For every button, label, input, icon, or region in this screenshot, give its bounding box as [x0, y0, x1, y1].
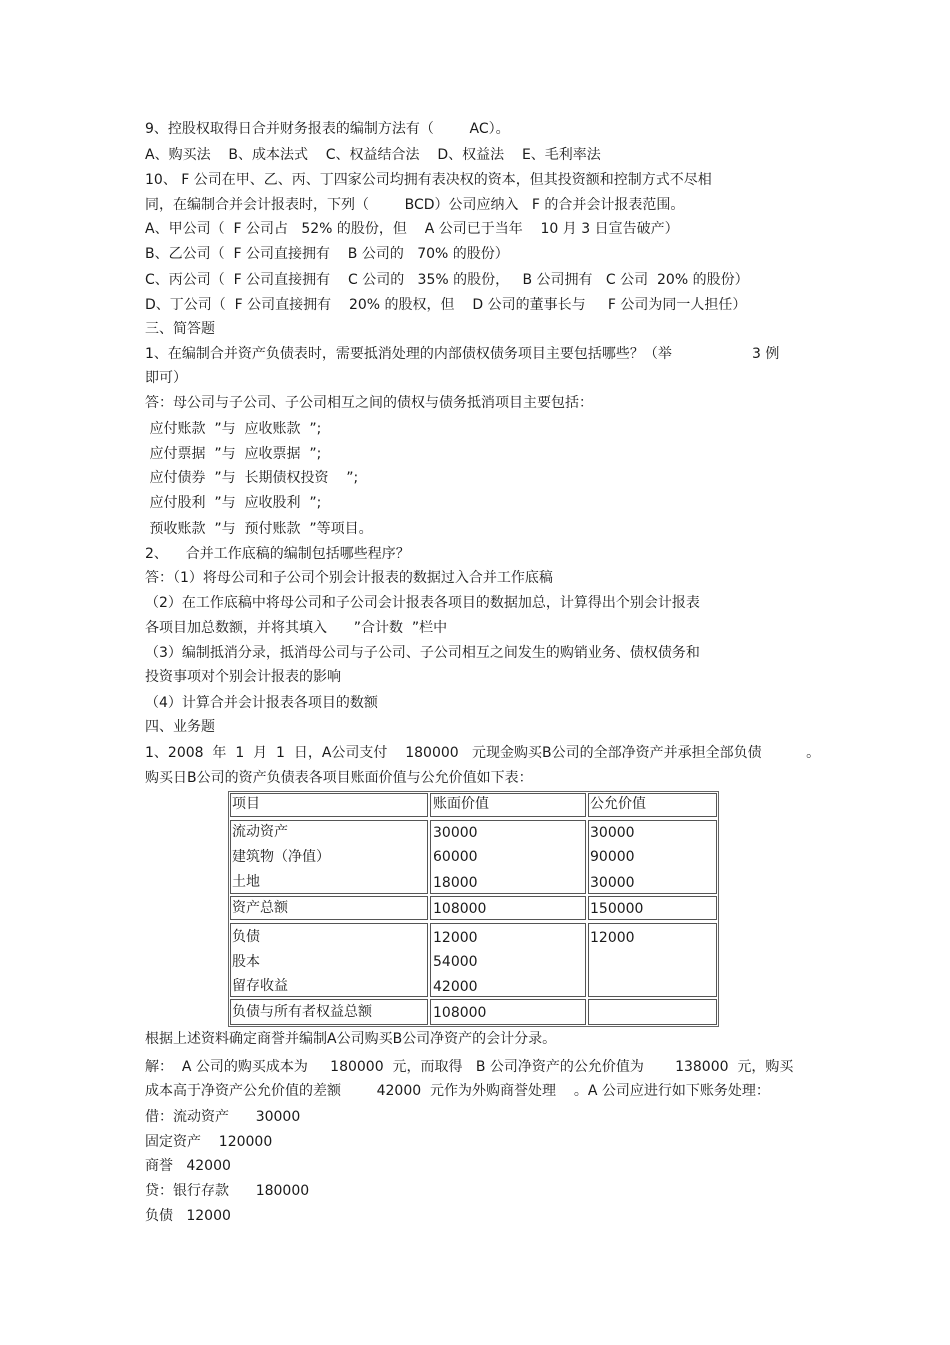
answer-1-item: 应付票据 ”与 应收票据 ”;	[145, 446, 322, 462]
option-d: D、丁公司（ F 公司直接拥有 20% 的股权，但 D 公司的董事长与 F 公司为同一人担任）	[145, 297, 747, 313]
table-item-label: 股本	[232, 954, 260, 970]
option-c: C、丙公司（ F 公司直接拥有 C 公司的 35% 的股份， B 公司拥有 C 公司 20% 的股份）	[145, 272, 749, 288]
short-question-1: 1、在编制合并资产负债表时，需要抵消处理的内部债权债务项目主要包括哪些？（举 3 例	[145, 346, 780, 362]
answer-2-step-1: 答：（1）将母公司和子公司个别会计报表的数据过入合并工作底稿	[145, 570, 553, 586]
table-header-book: 账面价值	[433, 796, 489, 812]
table-header-item: 项目	[232, 796, 260, 812]
question-10: 10、 F 公司在甲、乙、丙、丁四家公司均拥有表决权的资本，但其投资额和控制方式不尽相	[145, 172, 712, 188]
table-book-value: 42000	[433, 979, 478, 995]
answer-2-step-3: （3）编制抵消分录，抵消母公司与子公司、子公司相互之间发生的购销业务、债权债务和	[145, 645, 700, 661]
business-question-1-cont: 购买日B公司的资产负债表各项目账面价值与公允价值如下表：	[145, 770, 533, 786]
answer-2-step-2: （2）在工作底稿中将母公司和子公司会计报表各项目的数据加总，计算得出个别会计报表	[145, 595, 700, 611]
requirement: 根据上述资料确定商誉并编制A公司购买B公司净资产的会计分录。	[145, 1031, 557, 1047]
table-header-fair: 公允价值	[590, 796, 646, 812]
section-heading-3: 三、简答题	[145, 321, 215, 337]
table-item-label: 土地	[232, 874, 260, 890]
table-fair-value: 30000	[590, 875, 635, 891]
question-9-options: A、购买法 B、成本法式 C、权益结合法 D、权益法 E、毛利率法	[145, 147, 601, 163]
table-book-value: 54000	[433, 954, 478, 970]
answer-1-item: 预收账款 ”与 预付账款 ”等项目。	[145, 521, 373, 537]
question-10-cont: 同，在编制合并会计报表时，下列（ BCD）公司应纳入 F 的合并会计报表范围。	[145, 197, 685, 213]
table-total-liab-book: 108000	[433, 1005, 487, 1021]
section-heading-4: 四、业务题	[145, 719, 215, 735]
answer-1-item: 应付账款 ”与 应收账款 ”;	[145, 421, 322, 437]
table-total-assets-fair: 150000	[590, 901, 644, 917]
table-fair-value: 90000	[590, 849, 635, 865]
table-book-value: 18000	[433, 875, 478, 891]
balance-sheet-table	[228, 791, 719, 1027]
answer-2-step-2-cont: 各项目加总数额，并将其填入 ”合计数 ”栏中	[145, 620, 448, 636]
table-cell	[588, 999, 717, 1025]
table-total-liab-label: 负债与所有者权益总额	[232, 1004, 372, 1020]
table-total-assets-book: 108000	[433, 901, 487, 917]
journal-entry: 借：流动资产 30000	[145, 1109, 301, 1125]
answer-2-step-4: （4）计算合并会计报表各项目的数额	[145, 695, 378, 711]
table-book-value: 12000	[433, 930, 478, 946]
answer-1-item: 应付股利 ”与 应收股利 ”;	[145, 495, 322, 511]
solution-line-2: 成本高于净资产公允价值的差额 42000 元作为外购商誉处理 。A 公司应进行如下账务处理：	[145, 1083, 770, 1099]
journal-entry: 固定资产 120000	[145, 1134, 273, 1150]
table-book-value: 30000	[433, 825, 478, 841]
table-book-value: 60000	[433, 849, 478, 865]
answer-1-intro: 答：母公司与子公司、子公司相互之间的债权与债务抵消项目主要包括：	[145, 395, 593, 411]
option-b: B、乙公司（ F 公司直接拥有 B 公司的 70% 的股份）	[145, 246, 509, 262]
short-question-2: 2、 合并工作底稿的编制包括哪些程序？	[145, 546, 410, 562]
answer-2-step-3-cont: 投资事项对个别会计报表的影响	[145, 669, 341, 685]
journal-entry: 负债 12000	[145, 1208, 231, 1224]
solution-line-1: 解： A 公司的购买成本为 180000 元，而取得 B 公司净资产的公允价值为 138000 元，购买	[145, 1059, 794, 1075]
table-total-assets-label: 资产总额	[232, 900, 288, 916]
table-fair-value: 12000	[590, 930, 635, 946]
table-item-label: 负债	[232, 929, 260, 945]
question-9: 9、控股权取得日合并财务报表的编制方法有（ AC）。	[145, 121, 510, 137]
journal-entry: 商誉 42000	[145, 1158, 231, 1174]
business-question-1: 1、2008 年 1 月 1 日，A公司支付 180000 元现金购买B公司的全部净资产并承担全部负债 。	[145, 745, 821, 761]
answer-1-item: 应付债券 ”与 长期债权投资 ”;	[145, 470, 359, 486]
short-question-1-cont: 即可）	[145, 370, 187, 386]
table-item-label: 建筑物（净值）	[232, 849, 330, 865]
journal-entry: 贷：银行存款 180000	[145, 1183, 310, 1199]
table-item-label: 留存收益	[232, 978, 288, 994]
option-a: A、甲公司（ F 公司占 52% 的股份，但 A 公司已于当年 10 月 3 日宣告破产）	[145, 221, 679, 237]
table-item-label: 流动资产	[232, 824, 288, 840]
table-fair-value: 30000	[590, 825, 635, 841]
